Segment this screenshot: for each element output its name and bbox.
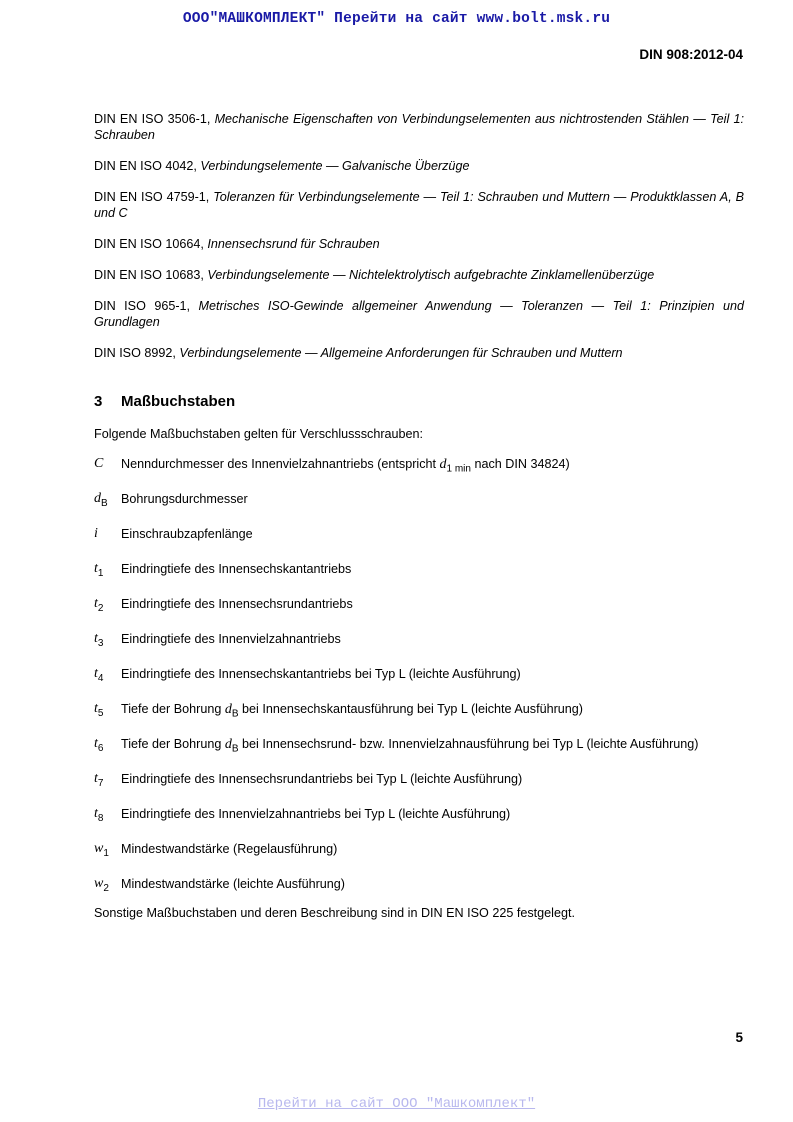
definition-t6 (94, 736, 754, 771)
reference-code: DIN ISO 8992, (94, 346, 180, 360)
definition-t3 (94, 631, 754, 666)
symbol-description: Mindestwandstärke (leichte Ausführung) (121, 877, 346, 891)
symbol-description: Eindringtiefe des Innensechsrundantriebs bei Typ L (leichte Ausführung) (121, 772, 523, 786)
footer-site-link[interactable]: Перейти на сайт ООО "Машкомплект" (257, 1096, 536, 1112)
symbol: $t_2$ (94, 596, 104, 614)
symbol: i (94, 526, 98, 541)
symbol: $d_B$ (94, 491, 108, 509)
symbol-description: Eindringtiefe des Innensechskantantriebs (121, 562, 352, 576)
reference-item (94, 236, 744, 252)
reference-title: Metrisches ISO-Gewinde allgemeiner Anwendung — Toleranzen — Teil 1: Prinzipien und Grundlagen (94, 299, 744, 329)
reference-item (94, 345, 744, 361)
definition-t1 (94, 561, 754, 596)
reference-item (94, 298, 744, 330)
symbol: $t_7$ (94, 771, 104, 789)
definition-dB (94, 491, 754, 526)
symbol-description: Tiefe der Bohrung $d_B$ bei Innensechsrund- bzw. Innenvielzahnausführung bei Typ L (leichte Ausführung) (121, 737, 699, 755)
symbol: $t_8$ (94, 806, 104, 824)
symbol: C (94, 456, 104, 471)
document-id: DIN 908:2012-04 (639, 47, 743, 62)
symbol-definitions-list (94, 456, 754, 911)
definition-t5 (94, 701, 754, 736)
symbol: $w_1$ (94, 841, 109, 859)
reference-code: DIN EN ISO 4759-1, (94, 190, 214, 204)
reference-item (94, 158, 744, 174)
symbol: $t_6$ (94, 736, 104, 754)
reference-item (94, 111, 744, 143)
definition-w1 (94, 841, 754, 876)
closing-paragraph: Sonstige Maßbuchstaben und deren Beschreibung sind in DIN EN ISO 225 festgelegt. (94, 906, 575, 920)
definition-i (94, 526, 754, 561)
symbol-description: Tiefe der Bohrung $d_B$ bei Innensechskantausführung bei Typ L (leichte Ausführung) (121, 702, 583, 720)
symbol: $t_1$ (94, 561, 104, 579)
symbol-description: Eindringtiefe des Innensechskantantriebs bei Typ L (leichte Ausführung) (121, 667, 521, 681)
definition-t4 (94, 666, 754, 701)
symbol-description: Mindestwandstärke (Regelausführung) (121, 842, 338, 856)
reference-code: DIN EN ISO 10664, (94, 237, 208, 251)
page-number: 5 (735, 1030, 743, 1045)
symbol: $t_4$ (94, 666, 104, 684)
reference-title: Mechanische Eigenschaften von Verbindungselementen aus nichtrostenden Stählen — Teil 1: Schrauben (94, 112, 744, 142)
site-banner-link[interactable]: ООО"МАШКОМПЛЕКТ" Перейти на сайт www.bolt.msk.ru (182, 11, 611, 27)
reference-item (94, 189, 744, 221)
section-title: Maßbuchstaben (121, 393, 236, 410)
symbol-description: Eindringtiefe des Innensechsrundantriebs (121, 597, 353, 611)
symbol: $w_2$ (94, 876, 109, 894)
reference-code: DIN EN ISO 4042, (94, 159, 201, 173)
reference-code: DIN EN ISO 3506-1, (94, 112, 215, 126)
symbol-description: Bohrungsdurchmesser (121, 492, 248, 506)
reference-title: Innensechsrund für Schrauben (207, 237, 380, 251)
section-number: 3 (94, 393, 103, 410)
symbol: $t_5$ (94, 701, 104, 719)
definition-t7 (94, 771, 754, 806)
reference-title: Verbindungselemente — Nichtelektrolytisch aufgebrachte Zinklamellenüberzüge (207, 268, 655, 282)
reference-code: DIN ISO 965-1, (94, 299, 199, 313)
reference-title: Toleranzen für Verbindungselemente — Teil 1: Schrauben und Muttern — Produktklassen A, B und C (94, 190, 744, 220)
definition-t8 (94, 806, 754, 841)
symbol: $t_3$ (94, 631, 104, 649)
symbol-description: Einschraubzapfenlänge (121, 527, 253, 541)
reference-item (94, 267, 744, 283)
intro-paragraph: Folgende Maßbuchstaben gelten für Verschlussschrauben: (94, 427, 424, 441)
reference-code: DIN EN ISO 10683, (94, 268, 208, 282)
normative-references-list (94, 111, 744, 376)
symbol-description: Eindringtiefe des Innenvielzahnantriebs (121, 632, 341, 646)
definition-t2 (94, 596, 754, 631)
symbol-description: Eindringtiefe des Innenvielzahnantriebs bei Typ L (leichte Ausführung) (121, 807, 511, 821)
symbol-description: Nenndurchmesser des Innenvielzahnantriebs (entspricht $d_{1 min}$ nach DIN 34824) (121, 457, 570, 475)
section-heading (94, 393, 235, 410)
definition-C (94, 456, 754, 491)
reference-title: Verbindungselemente — Galvanische Überzüge (200, 159, 470, 173)
reference-title: Verbindungselemente — Allgemeine Anforderungen für Schrauben und Muttern (179, 346, 623, 360)
